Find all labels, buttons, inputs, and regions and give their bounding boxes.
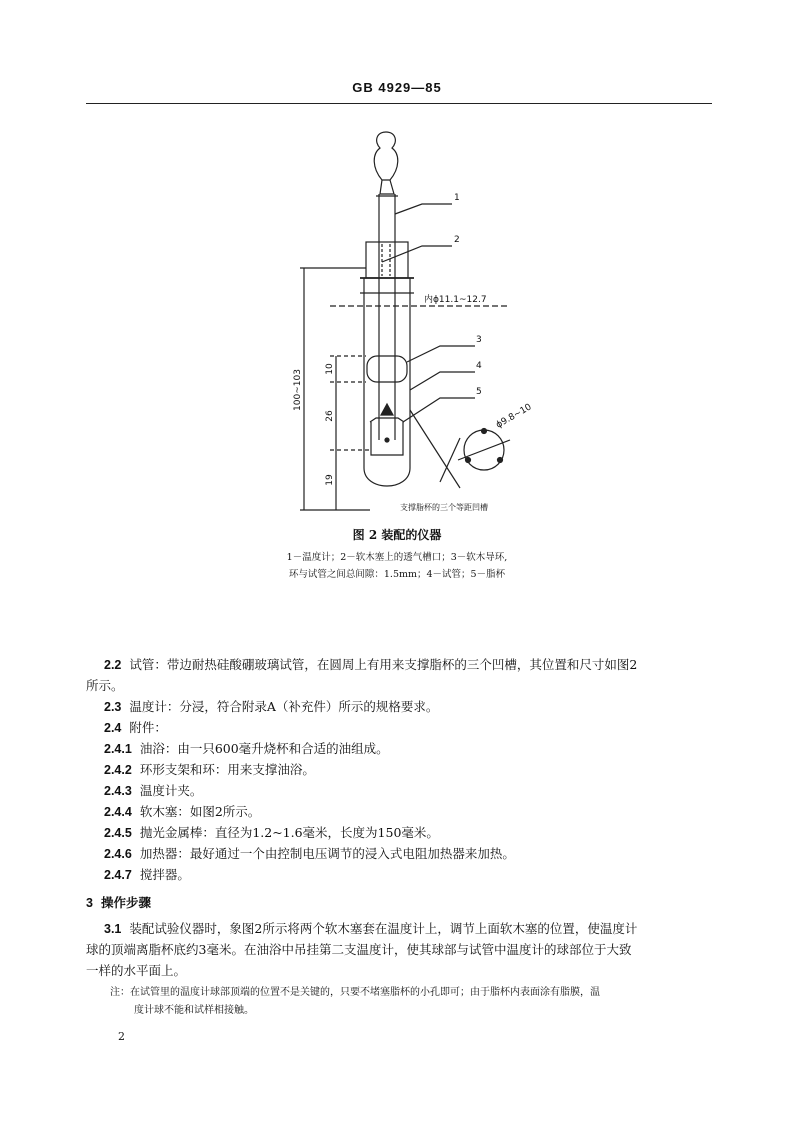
section-text: 搅拌器。 (139, 867, 190, 882)
note-line-1: 注：在试管里的温度计球部顶端的位置不是关键的，只要不堵塞脂杯的小孔即可；由于脂杯内表面涂有脂膜，温 (110, 987, 600, 998)
section-number: 2.4.5 (104, 826, 132, 840)
section-2-4-6 (104, 843, 730, 865)
section-number: 2.2 (104, 658, 122, 672)
section-text: 试管：带边耐热硅酸硼玻璃试管，在圆周上有用来支撑脂杯的三个凹槽，其位置和尺寸如图2 (129, 657, 638, 672)
leader-4 (410, 372, 475, 390)
section-text: 温度计夹。 (139, 783, 203, 798)
chapter-3-heading (86, 892, 712, 914)
figure-legend-line-2: 环与试管之间总间隙：1.5mm；4－试管；5－脂杯 (288, 569, 506, 580)
section-2-3 (104, 696, 730, 718)
label-inner-diameter: 内ϕ11.1~12.7 (424, 295, 487, 305)
page-number: 2 (118, 1030, 125, 1043)
section-text: 环形支架和环：用来支撑油浴。 (139, 762, 315, 777)
label-3: 3 (476, 335, 482, 345)
leader-1 (395, 204, 452, 214)
note-line-2: 度计球不能和试样相接触。 (134, 1005, 254, 1016)
section-text: 抛光金属棒：直径为1.2~1.6毫米，长度为150毫米。 (139, 825, 439, 840)
section-text: 所示。 (86, 678, 124, 693)
section-2-4-2 (104, 759, 730, 781)
label-5: 5 (476, 387, 482, 397)
section-3-1-line-3: 一样的水平面上。 (86, 963, 187, 978)
label-dim-10: 10 (325, 363, 335, 375)
thermometer-bulb (381, 404, 393, 415)
section-text: 附件： (129, 720, 167, 735)
section-2-2-cont (86, 675, 712, 696)
label-4: 4 (476, 361, 482, 371)
figure-legend-line-1: 1－温度计；2－软木塞上的透气槽口；3－软木导环, (286, 552, 508, 563)
section-number: 2.4.6 (104, 847, 132, 861)
section-number: 2.4.2 (104, 763, 132, 777)
thermometer-top (374, 132, 398, 180)
label-dim-26: 26 (325, 410, 335, 422)
figure-assembled-apparatus (270, 120, 570, 520)
section-text: 温度计：分浸，符合附录A（补充件）所示的规格要求。 (129, 699, 439, 714)
section-2-4 (104, 717, 730, 739)
label-total-length: 100~103 (293, 369, 303, 411)
header-rule (86, 103, 712, 104)
label-2: 2 (454, 235, 460, 245)
section-number: 3.1 (104, 922, 122, 936)
section-text: 油浴：由一只600毫升烧杯和合适的油组成。 (139, 741, 389, 756)
section-2-4-7 (104, 864, 730, 886)
label-groove-diameter: ϕ9.8~10 (494, 402, 534, 431)
section-2-4-5 (104, 822, 730, 844)
section-text: 加热器：最好通过一个由控制电压调节的浸入式电阻加热器来加热。 (139, 846, 515, 861)
section-3-1-line-1 (104, 918, 730, 940)
section-number: 2.4.1 (104, 742, 132, 756)
chapter-title: 操作步骤 (100, 896, 151, 910)
section-2-4-1 (104, 738, 730, 760)
leader-5 (403, 398, 475, 422)
cork-guide-ring (367, 356, 407, 382)
section-number: 2.4 (104, 721, 122, 735)
section-number: 2.4.7 (104, 868, 132, 882)
figure-caption: 图 2 装配的仪器 (352, 528, 442, 542)
label-1: 1 (454, 193, 460, 203)
section-number: 2.4.3 (104, 784, 132, 798)
section-number: 2.4.4 (104, 805, 132, 819)
label-groove-note: 支撑脂杯的三个等距凹槽 (400, 503, 488, 512)
section-2-2 (104, 654, 730, 676)
section-text: 软木塞：如图2所示。 (139, 804, 261, 819)
leader-2 (382, 246, 452, 262)
section-3-1-line-2: 球的顶端离脂杯底约3毫米。在油浴中吊挂第二支温度计，使其球部与试管中温度计的球部位于大致 (86, 942, 632, 957)
document-header: GB 4929—85 (352, 80, 442, 95)
leader-3 (407, 346, 475, 362)
section-number: 2.3 (104, 700, 122, 714)
section-text: 装配试验仪器时，象图2所示将两个软木塞套在温度计上，调节上面软木塞的位置，使温度计 (129, 921, 638, 936)
section-2-4-3 (104, 780, 730, 802)
chapter-number: 3 (86, 896, 93, 910)
section-2-4-4 (104, 801, 730, 823)
label-dim-19: 19 (325, 474, 335, 486)
